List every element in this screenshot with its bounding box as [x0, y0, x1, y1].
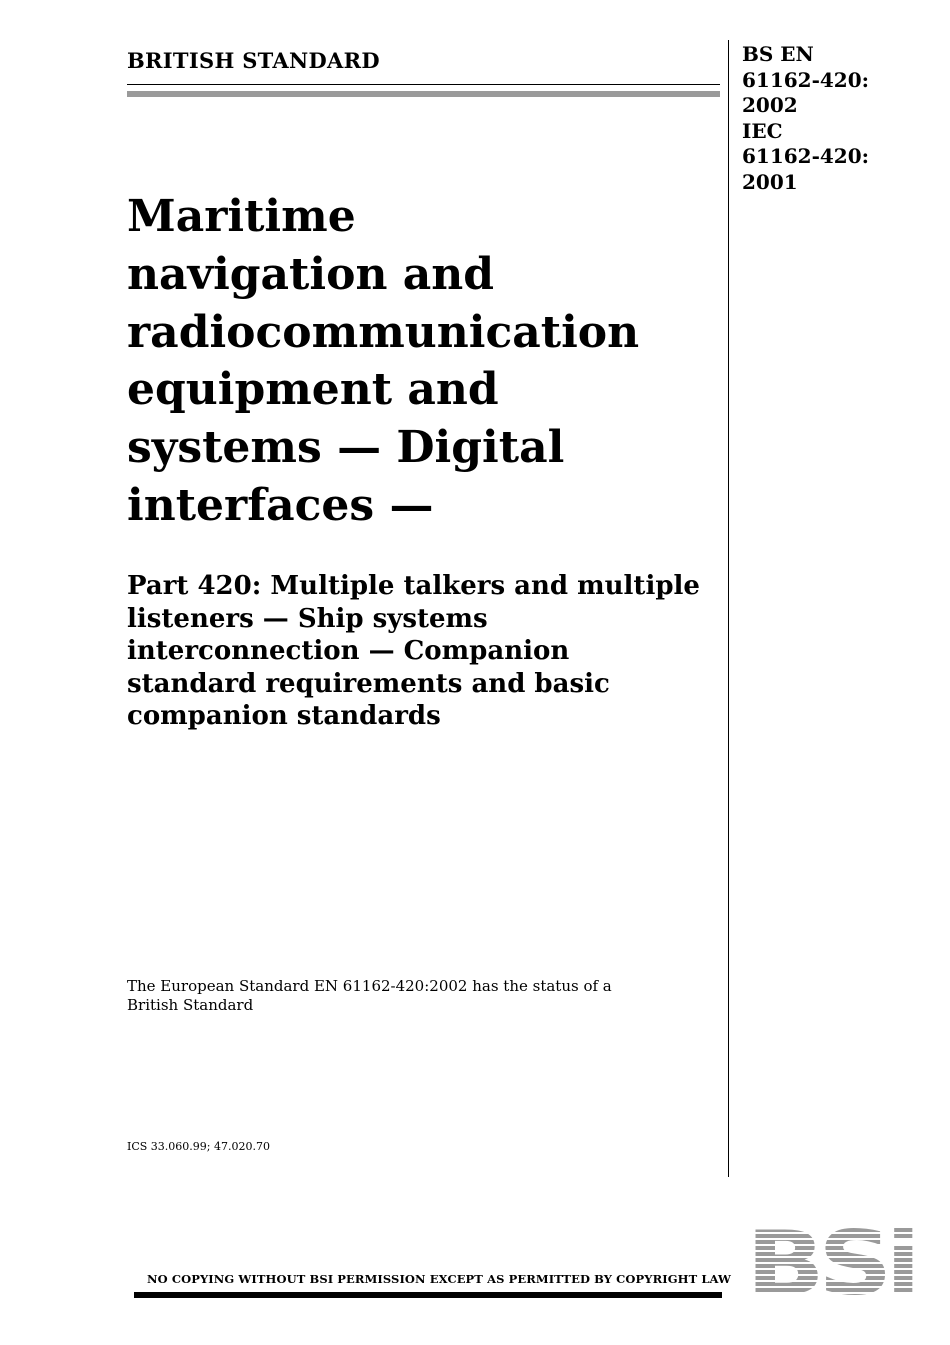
title-line: interfaces —	[127, 479, 434, 531]
title-line: Maritime	[127, 191, 356, 242]
standard-numbers	[742, 42, 942, 196]
title-line: navigation and	[127, 248, 495, 300]
header-divider-thick	[127, 91, 720, 97]
copyright-notice: NO COPYING WITHOUT BSI PERMISSION EXCEPT AS PERMITTED BY COPYRIGHT LAW	[147, 1272, 732, 1286]
footer-divider	[134, 1292, 722, 1298]
subtitle-line: interconnection — Companion	[127, 636, 570, 666]
document-subtitle	[127, 570, 727, 733]
standard-number-line: 2002	[742, 93, 798, 118]
title-line: radiocommunication	[127, 306, 640, 358]
subtitle-line: standard requirements and basic	[127, 668, 610, 699]
standard-number-line: 2001	[742, 169, 798, 194]
standard-number-line: BS EN	[742, 42, 814, 66]
subtitle-line: Part 420: Multiple talkers and multiple	[127, 571, 700, 601]
header-divider-thin	[127, 84, 720, 85]
svg-text:BSi: BSi	[746, 1222, 914, 1298]
header-label: BRITISH STANDARD	[127, 48, 380, 73]
subtitle-line: listeners — Ship systems	[127, 603, 488, 634]
title-line: systems — Digital	[127, 422, 565, 474]
title-line: equipment and	[127, 364, 499, 416]
subtitle-line: companion standards	[127, 701, 441, 731]
status-line: The European Standard EN 61162-420:2002 has the status of a	[127, 977, 612, 995]
status-line: British Standard	[127, 995, 254, 1014]
standard-number-line: 61162-420:	[742, 67, 870, 92]
ics-code: ICS 33.060.99; 47.020.70	[127, 1140, 270, 1153]
status-statement	[127, 977, 647, 1014]
standard-number-line: 61162-420:	[742, 144, 870, 169]
vertical-divider	[728, 40, 729, 1177]
bsi-logo	[745, 1222, 915, 1298]
standard-number-line: IEC	[742, 118, 783, 143]
document-title	[127, 188, 727, 535]
